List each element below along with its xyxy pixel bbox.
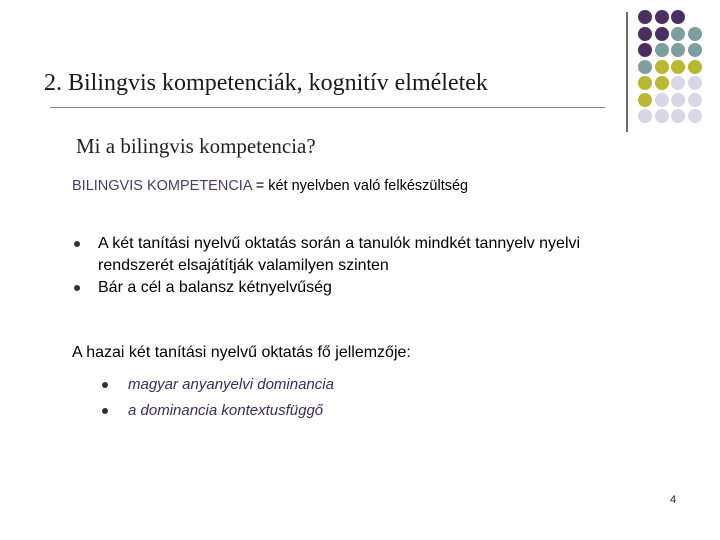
- decorative-dot: [655, 93, 669, 107]
- slide-subtitle: Mi a bilingvis kompetencia?: [76, 134, 316, 158]
- definition-term: BILINGVIS KOMPETENCIA: [72, 178, 252, 194]
- decorative-dot: [655, 27, 669, 41]
- decorative-dot: [638, 10, 652, 24]
- decorative-dot: [671, 43, 685, 57]
- list-item: [100, 372, 334, 398]
- decorative-dot: [671, 109, 685, 123]
- bullet-icon: [74, 241, 80, 247]
- decorative-dot: [655, 109, 669, 123]
- decorative-dot: [671, 93, 685, 107]
- bullet-text: Bár a cél a balansz kétnyelvűség: [98, 279, 332, 296]
- bullet-icon: [102, 382, 108, 388]
- sub-bullet-text: a dominancia kontextusfüggő: [128, 402, 324, 419]
- decorative-dot: [688, 93, 702, 107]
- decorative-dot: [638, 43, 652, 57]
- decorative-dot: [655, 60, 669, 74]
- decorative-dot: [655, 43, 669, 57]
- decorative-dot: [688, 43, 702, 57]
- bullet-text: A két tanítási nyelvű oktatás során a tanulók mindkét tannyelv nyelvi rendszerét elsajátítják valamilyen szinten: [98, 235, 581, 274]
- decorative-dot: [638, 27, 652, 41]
- sub-bullet-text: magyar anyanyelvi dominancia: [128, 376, 334, 393]
- decorative-dot: [671, 76, 685, 90]
- decorative-dot: [638, 60, 652, 74]
- bullet-icon: [102, 408, 108, 414]
- sub-bullet-list: [100, 372, 334, 424]
- list-item: [100, 398, 334, 424]
- list-item: [72, 233, 632, 277]
- decorative-dot: [688, 27, 702, 41]
- decorative-dot: [688, 76, 702, 90]
- decorative-dot: [638, 76, 652, 90]
- decorative-dot: [688, 109, 702, 123]
- main-bullet-list: [72, 233, 632, 299]
- decorative-dot: [671, 60, 685, 74]
- slide-title: 2. Bilingvis kompetenciák, kognitív elméletek: [44, 70, 488, 96]
- decorative-dot: [655, 10, 669, 24]
- title-underline: [50, 107, 605, 108]
- decorative-dot: [655, 76, 669, 90]
- decorative-dot: [671, 10, 685, 24]
- definition-text: = két nyelvben való felkészültség: [251, 178, 469, 194]
- decorative-dot: [638, 109, 652, 123]
- list-item: [72, 277, 632, 299]
- decorative-dot: [671, 27, 685, 41]
- decorative-dot: [638, 93, 652, 107]
- page-number: 4: [670, 494, 677, 506]
- bullet-icon: [74, 285, 80, 291]
- lead-text: A hazai két tanítási nyelvű oktatás fő jellemzője:: [72, 344, 411, 361]
- vertical-divider: [626, 12, 628, 132]
- decorative-dot: [688, 60, 702, 74]
- definition-line: [72, 178, 468, 194]
